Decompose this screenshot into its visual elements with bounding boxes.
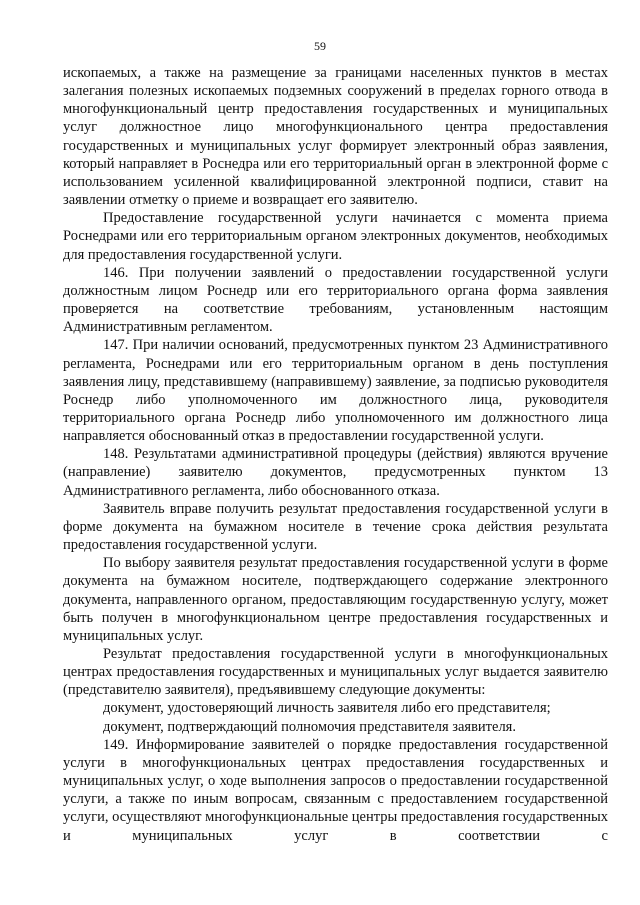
page-number: 59 bbox=[314, 39, 326, 53]
paragraph-authority-document: документ, подтверждающий полномочия представителя заявителя. bbox=[103, 718, 516, 735]
paragraph-146: 146. При получении заявлений о предоставлении государственной услуги должностным лицом Роснедр или его территориального органа форма заявления проверяется на соответствие требованиям, установленным настоящим Административным регламентом. bbox=[63, 264, 608, 336]
paragraph-continuation: ископаемых, а также на размещение за границами населенных пунктов в местах залегания полезных ископаемых подземных сооружений в пределах горного отвода в многофункциональный центр предоставления государственных и муниципальных услуг должностное лицо многофункционального центра предоставления государственных и муниципальных услуг формирует электронный образ заявления, который направляет в Роснедра или его территориальный орган в электронной форме с использованием усиленной квалифицированной электронной подписи, ставит на заявлении отметку о приеме и возвращает его заявителю. bbox=[63, 65, 608, 209]
paragraph-paper-result: Заявитель вправе получить результат предоставления государственной услуги в форме документа на бумажном носителе в течение срока действия результата предоставления государственной услуги. bbox=[63, 500, 608, 554]
body-text bbox=[63, 64, 608, 845]
paragraph-147: 147. При наличии оснований, предусмотренных пунктом 23 Административного регламента, Роснедрами или его территориальным органом в день поступления заявления лицу, представившему (направившему) заявление, за подписью руководителя Роснедр либо уполномоченного им должностного лица, руководителя территориального органа Роснедр либо уполномоченного им должностного лица направляется обоснованный отказ в предоставлении государственной услуги. bbox=[63, 337, 608, 445]
paragraph-service-start: Предоставление государственной услуги начинается с момента приема Роснедрами или его территориальным органом электронных документов, необходимых для предоставления государственной услуги. bbox=[63, 210, 608, 263]
paragraph-148: 148. Результатами административной процедуры (действия) являются вручение (направление) заявителю документов, предусмотренных пунктом 13 Административного регламента, либо обоснованного отказа. bbox=[63, 446, 608, 499]
paragraph-mfc-result: Результат предоставления государственной услуги в многофункциональных центрах предоставления государственных и муниципальных услуг выдается заявителю (представителю заявителя), предъявившему следующие документы: bbox=[63, 646, 608, 699]
paragraph-applicant-choice: По выбору заявителя результат предоставления государственной услуги в форме документа на бумажном носителе, подтверждающего содержание электронного документа, направленного органом, предоставляющим государственную услугу, может быть получен в многофункциональном центре предоставления государственных и муниципальных услуг. bbox=[63, 555, 608, 644]
paragraph-identity-document: документ, удостоверяющий личность заявителя либо его представителя; bbox=[103, 700, 551, 717]
paragraph-149: 149. Информирование заявителей о порядке предоставления государственной услуги в многофункциональных центрах предоставления государственных и муниципальных услуг, о ходе выполнения запросов о предоставлении государственной услуги, а также по иным вопросам, связанным с предоставлением государственной услуги, осуществляют многофункциональные центры предоставления государственных и муниципальных услуг в соответствии с bbox=[63, 736, 608, 844]
